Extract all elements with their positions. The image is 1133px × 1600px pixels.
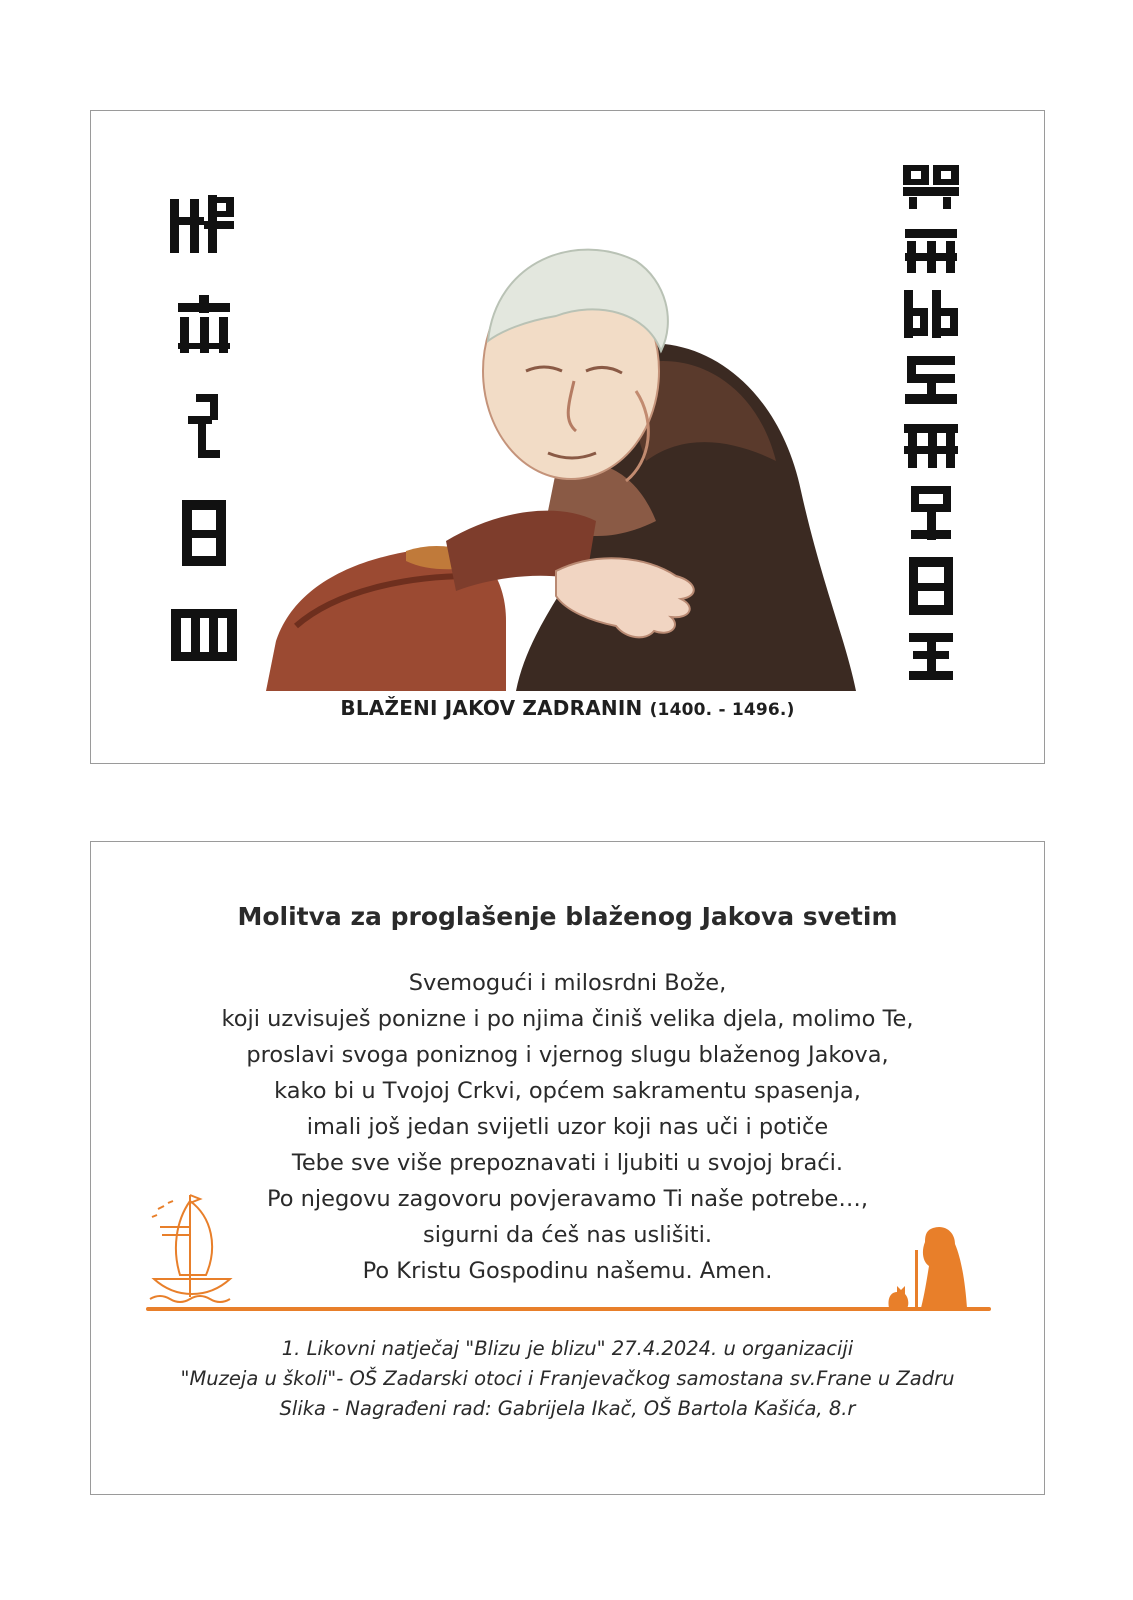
prayer-line: Po njegovu zagovoru povjeravamo Ti naše potrebe…, xyxy=(266,1186,869,1212)
glagolitic-letter xyxy=(168,193,240,255)
prayer-title: Molitva za proglašenje blaženog Jakova svetim xyxy=(237,902,898,931)
glagolitic-letter xyxy=(899,161,963,211)
glagolitic-letter xyxy=(901,225,961,275)
prayer-line: sigurni da ćeš nas uslišiti. xyxy=(423,1222,712,1248)
credit-line: 1. Likovni natječaj "Blizu je blizu" 27.4.2024. u organizaciji xyxy=(281,1337,854,1360)
glagolitic-letter xyxy=(901,354,961,406)
prayer-line: koji uzvisuješ ponizne i po njima činiš velika djela, molimo Te, xyxy=(221,1006,914,1032)
glagolitic-letter xyxy=(903,555,959,617)
prayer-line: Po Kristu Gospodinu našemu. Amen. xyxy=(362,1258,773,1284)
prayer-line: kako bi u Tvojoj Crkvi, općem sakramentu spasenja, xyxy=(274,1078,861,1104)
credit-line: "Muzeja u školi"- OŠ Zadarski otoci i Franjevačkog samostana sv.Frane u Zadru xyxy=(180,1367,955,1390)
decorative-divider xyxy=(146,1307,991,1311)
glagolitic-inscription-left xyxy=(159,193,249,663)
glagolitic-letter xyxy=(176,498,232,568)
praying-monk-icon xyxy=(881,1222,971,1312)
glagolitic-letter xyxy=(903,484,959,542)
glagolitic-letter xyxy=(900,420,962,470)
glagolitic-letter xyxy=(900,288,962,340)
glagolitic-inscription-right xyxy=(891,161,971,681)
glagolitic-letter xyxy=(169,607,239,663)
portrait-drawing xyxy=(256,221,876,691)
back-card xyxy=(90,841,1045,1495)
glagolitic-letter xyxy=(903,631,959,681)
saint-name-caption xyxy=(91,696,1044,720)
front-card xyxy=(90,110,1045,764)
saint-name: BLAŽENI JAKOV ZADRANIN xyxy=(340,696,643,720)
glagolitic-letter xyxy=(174,295,234,355)
credit-line: Slika - Nagrađeni rad: Gabrijela Ikač, OŠ Bartola Kašića, 8.r xyxy=(279,1397,856,1420)
prayer-line: imali još jedan svijetli uzor koji nas uči i potiče xyxy=(306,1114,829,1140)
prayer-line: proslavi svoga poniznog i vjernog slugu blaženog Jakova, xyxy=(246,1042,889,1068)
saint-years: (1400. - 1496.) xyxy=(649,700,795,720)
sailing-ship-icon xyxy=(146,1187,236,1307)
prayer-line: Tebe sve više prepoznavati i ljubiti u svojoj braći. xyxy=(291,1150,844,1176)
glagolitic-letter xyxy=(184,394,224,458)
prayer-line: Svemogući i milosrdni Bože, xyxy=(408,970,727,996)
contest-credits xyxy=(91,1334,1044,1424)
